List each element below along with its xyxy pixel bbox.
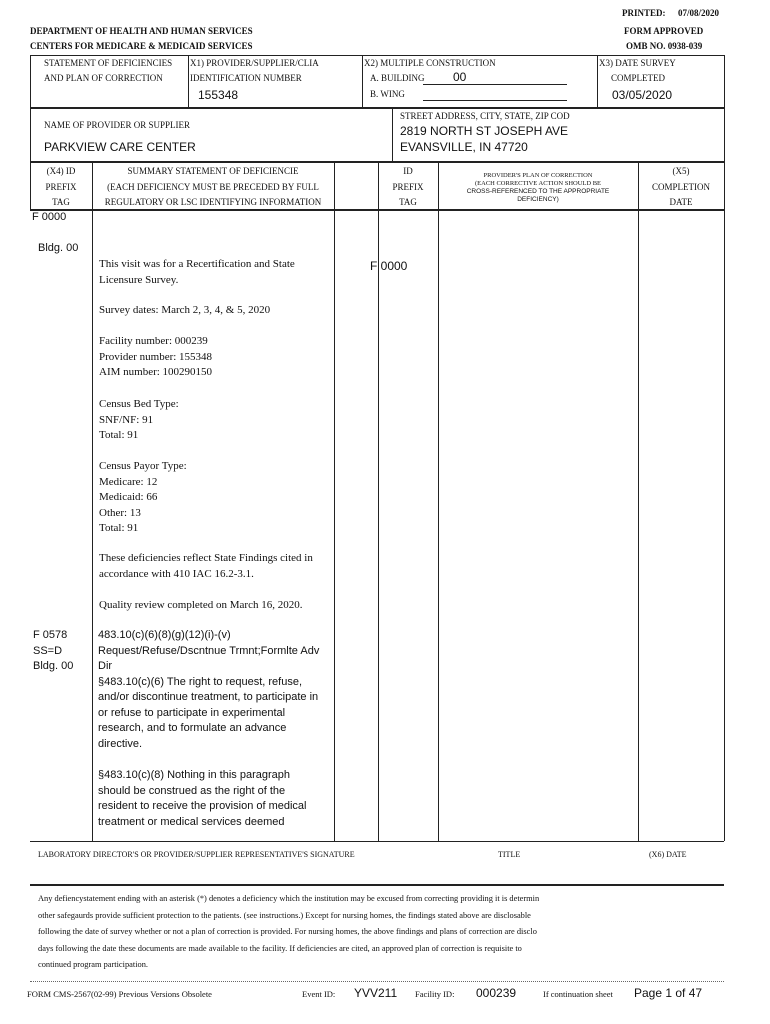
paragraph-state-findings: These deficiencies reflect State Findings cited in accordance with 410 IAC 16.2-3.1. — [99, 552, 313, 580]
event-id-value: YVV211 — [354, 986, 398, 1000]
building-underline — [423, 84, 567, 85]
summary-header-2: (EACH DEFICIENCY MUST BE PRECEDED BY FULL — [107, 182, 319, 192]
x1-label-2: IDENTIFICATION NUMBER — [190, 73, 302, 83]
page-number: Page 1 of 47 — [634, 986, 703, 1000]
event-id-label: Event ID: — [302, 989, 336, 999]
paragraph-f0578: 483.10(c)(6)(8)(g)(12)(i)-(v) Request/Refuse/Dscntnue Trmnt;Formlte Adv Dir §483.10(c)(6) The right to request, refuse, and/or discontinue treatment, to participate in or refuse to participate in experimental research, and to formulate an advance directive. — [98, 629, 320, 750]
facility-id-label: Facility ID: — [415, 989, 455, 999]
x4-header-1: (X4) ID — [46, 166, 76, 176]
id-header-2: PREFIX — [392, 182, 424, 192]
x2-label: X2) MULTIPLE CONSTRUCTION — [364, 58, 496, 68]
plan-header-2: (EACH CORRECTIVE ACTION SHOULD BE — [474, 180, 602, 187]
summary-header-1: SUMMARY STATEMENT OF DEFICIENCIE — [127, 166, 299, 176]
footnote-rule — [30, 981, 724, 982]
x6-date-label: (X6) DATE — [649, 850, 687, 859]
paragraph-483-10-c-8: §483.10(c)(8) Nothing in this paragraph should be construed as the right of the resident to receive the provision of medical treatment or medical services deemed — [98, 769, 307, 828]
paragraph-census-bed: Census Bed Type: SNF/NF: 91 Total: 91 — [99, 398, 179, 441]
summary-header-3: REGULATORY OR LSC IDENTIFYING INFORMATION — [104, 197, 322, 207]
x5-header-2: COMPLETION — [652, 182, 710, 192]
title-label: TITLE — [498, 850, 521, 859]
statement-label-1: STATEMENT OF DEFICIENCIES — [44, 58, 173, 68]
paragraph-quality-review: Quality review completed on March 16, 2020. — [99, 599, 303, 611]
paragraph-census-payor: Census Payor Type: Medicare: 12 Medicaid: 66 Other: 13 Total: 91 — [99, 460, 187, 534]
x5-header-3: DATE — [669, 197, 693, 207]
paragraph-visit: This visit was for a Recertification and State Licensure Survey. — [99, 258, 295, 286]
statement-label-2: AND PLAN OF CORRECTION — [44, 73, 163, 83]
x5-header-1: (X5) — [672, 166, 690, 176]
address-label: STREET ADDRESS, CITY, STATE, ZIP COD — [400, 111, 570, 121]
plan-header-1: PROVIDER'S PLAN OF CORRECTION — [483, 172, 593, 179]
wing-underline — [423, 100, 567, 101]
id-tag-f0000: F 0000 — [370, 259, 408, 273]
plan-header-3: CROSS-REFERENCED TO THE APPROPRIATE — [466, 188, 610, 195]
form-number: FORM CMS-2567(02-99) Previous Versions Obsolete — [27, 989, 212, 999]
provider-name-label: NAME OF PROVIDER OR SUPPLIER — [44, 120, 191, 130]
centers-title: CENTERS FOR MEDICARE & MEDICAID SERVICES — [30, 41, 253, 51]
x3-label-1: X3) DATE SURVEY — [599, 58, 676, 68]
facility-id-value: 000239 — [476, 986, 517, 1000]
form-approved: FORM APPROVED — [624, 26, 704, 36]
signature-bottom-rule — [30, 884, 724, 886]
survey-date-value: 03/05/2020 — [612, 88, 673, 102]
wing-label: B. WING — [370, 89, 405, 99]
id-header-3: TAG — [399, 197, 417, 207]
department-title: DEPARTMENT OF HEALTH AND HUMAN SERVICES — [30, 26, 253, 36]
x4-header-2: PREFIX — [45, 182, 77, 192]
tag-f0000: F 0000 — [32, 211, 67, 223]
address-line-1: 2819 NORTH ST JOSEPH AVE — [400, 124, 569, 138]
paragraph-survey-dates: Survey dates: March 2, 3, 4, & 5, 2020 — [99, 304, 271, 316]
printed-date: 07/08/2020 — [678, 8, 720, 18]
building-label: A. BUILDING — [370, 73, 425, 83]
paragraph-facility: Facility number: 000239 Provider number: 155348 AIM number: 100290150 — [99, 335, 213, 378]
x1-label-1: X1) PROVIDER/SUPPLIER/CLIA — [190, 58, 319, 68]
address-line-2: EVANSVILLE, IN 47720 — [400, 140, 528, 154]
provider-name: PARKVIEW CARE CENTER — [44, 140, 196, 154]
printed-label: PRINTED: — [622, 8, 666, 18]
id-header-1: ID — [403, 166, 413, 176]
footnote: Any defiencystatement ending with an asterisk (*) denotes a deficiency which the institution may be excused from correcting providing it is determin other safegaurds provide sufficient protection to the patients. (see instructions.) Except for nursing homes, the findings stated above are disclosable following the date of survey whether or not a plan of correction is provided. For nursing homes, the above findings and plans of correction are disclo days following the date these documents are made available to the facility. If deficiencies are cited, an approved plan of correction is requisite to continued program participation. — [38, 894, 540, 969]
x3-label-2: COMPLETED — [611, 73, 665, 83]
x4-header-3: TAG — [52, 197, 70, 207]
building-value: 00 — [453, 70, 467, 84]
bldg-00: Bldg. 00 — [38, 242, 79, 254]
signature-label: LABORATORY DIRECTOR'S OR PROVIDER/SUPPLIER REPRESENTATIVE'S SIGNATURE — [38, 850, 355, 859]
plan-header-4: DEFICIENCY) — [517, 196, 559, 203]
omb-number: OMB NO. 0938-039 — [626, 41, 703, 51]
provider-id-value: 155348 — [198, 88, 239, 102]
tag-f0578: F 0578 SS=D Bldg. 00 — [33, 629, 74, 672]
continuation-label: If continuation sheet — [543, 989, 613, 999]
